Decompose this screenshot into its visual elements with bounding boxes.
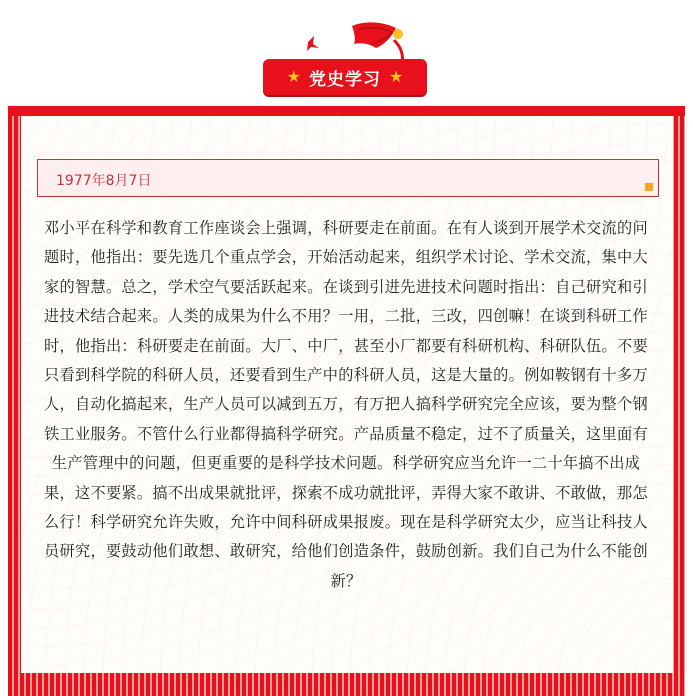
date-box	[37, 159, 659, 197]
red-frame-bottom	[8, 673, 685, 696]
date-label: 1977年8月7日	[56, 173, 152, 189]
star-icon: ★	[286, 67, 301, 86]
section-title-badge	[263, 59, 427, 95]
corner-marker-icon	[645, 183, 653, 191]
section-title: 党史学习	[309, 69, 381, 90]
star-icon: ★	[389, 67, 404, 86]
red-frame-top	[8, 106, 685, 116]
article-body: 邓小平在科学和教育工作座谈会上强调，科研要走在前面。在有人谈到开展学术交流的问题时，他指出：要先选几个重点学会，开始活动起来，组织学术讨论、学术交流，集中大家的智慧。总之，学术空气要活跃起来。在谈到引进先进技术问题时指出：自己研究和引进技术结合起来。人类的成果为什么不用？一用，二批，三改，四创嘛！在谈到科研工作时，他指出：科研要走在前面。大厂、中厂，甚至小厂都要有科研机构、科研队伍。不要只看到科学院的科研人员，还要看到生产中的科研人员，这是大量的。例如鞍钢有十多万人，自动化搞起来，生产人员可以减到五万，有万把人搞科学研究完全应该，要为整个钢铁工业服务。不管什么行业都得搞科学研究。产品质量不稳定，过不了质量关，这里面有生产管理中的问题，但更重要的是科学技术问题。科学研究应当允许一二十年搞不出成果，这不要紧。搞不出成果就批评，探索不成功就批评，弄得大家不敢讲、不敢做，那怎么行！科学研究允许失败，允许中间科研成果报废。现在是科学研究太少，应当让科技人员研究，要鼓动他们敢想、敢研究，给他们创造条件，鼓励创新。我们自己为什么不能创新？	[44, 219, 649, 590]
